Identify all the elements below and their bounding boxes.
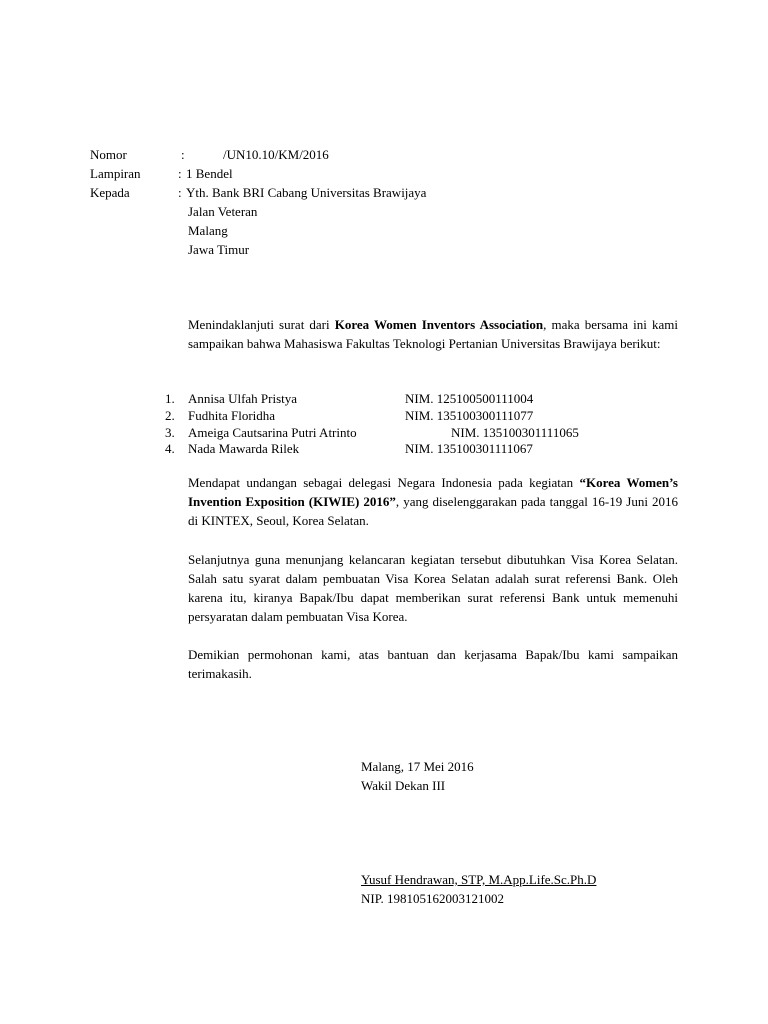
kepada-label: Kepada [90, 185, 130, 200]
kepada-line: Jalan Veteran [188, 204, 258, 219]
event-name: “Korea Women’s Invention Exposition (KIWIE) 2016” [188, 475, 678, 509]
kepada-line: Yth. Bank BRI Cabang Universitas Brawijaya [186, 185, 427, 200]
nomor-label: Nomor [90, 147, 127, 162]
nomor-value: /UN10.10/KM/2016 [223, 147, 329, 162]
signature-place-date: Malang, 17 Mei 2016 [361, 759, 474, 774]
lampiran-label: Lampiran [90, 166, 141, 181]
signatory-nip: NIP. 198105162003121002 [361, 891, 505, 906]
invitation-text: Mendapat undangan sebagai delegasi Negara Indonesia pada kegiatan [188, 475, 580, 490]
student-nim: NIM. 125100500111004 [405, 391, 534, 406]
invitation-text-continued: , yang diselenggarakan pada tanggal 16-19 Juni 2016 di KINTEX, Seoul, Korea Selatan. [188, 494, 678, 528]
student-number: 2. [165, 408, 175, 423]
kepada-line: Malang [188, 223, 228, 238]
student-name: Annisa Ulfah Pristya [188, 391, 298, 406]
student-name: Nada Mawarda Rilek [188, 441, 300, 456]
invitation-paragraph [188, 473, 678, 530]
student-nim: NIM. 135100301111067 [405, 441, 533, 456]
intro-text-continued: , maka bersama ini kami sampaikan bahwa Mahasiswa Fakultas Teknologi Pertanian Universitas Brawijaya berikut: [188, 317, 678, 351]
student-nim: NIM. 135100301111065 [451, 425, 579, 440]
student-number: 3. [165, 425, 175, 440]
closing-paragraph: Demikian permohonan kami, atas bantuan dan kerjasama Bapak/Ibu kami sampaikan terimakasih. [188, 647, 678, 681]
student-number: 4. [165, 441, 175, 456]
association-name: Korea Women Inventors Association [334, 317, 544, 332]
signature-position: Wakil Dekan III [361, 778, 446, 793]
lampiran-separator: : [178, 166, 182, 181]
kepada-separator: : [178, 185, 182, 200]
student-number: 1. [165, 391, 175, 406]
student-name: Ameiga Cautsarina Putri Atrinto [188, 425, 357, 440]
request-paragraph: Selanjutnya guna menunjang kelancaran kegiatan tersebut dibutuhkan Visa Korea Selatan. Salah satu syarat dalam pembuatan Visa Korea Selatan adalah surat referensi Bank. Oleh karena itu, kiranya Bapak/Ibu dapat memberikan surat referensi Bank untuk memenuhi persyaratan dalam pembuatan Visa Korea. [188, 552, 678, 624]
signatory-name: Yusuf Hendrawan, STP, M.App.Life.Sc.Ph.D [361, 872, 597, 887]
kepada-line: Jawa Timur [188, 242, 250, 257]
intro-text: Menindaklanjuti surat dari [188, 317, 335, 332]
nomor-separator: : [181, 147, 185, 162]
student-nim: NIM. 135100300111077 [405, 408, 534, 423]
student-name: Fudhita Floridha [188, 408, 276, 423]
lampiran-value: 1 Bendel [186, 166, 233, 181]
intro-paragraph [188, 315, 678, 353]
